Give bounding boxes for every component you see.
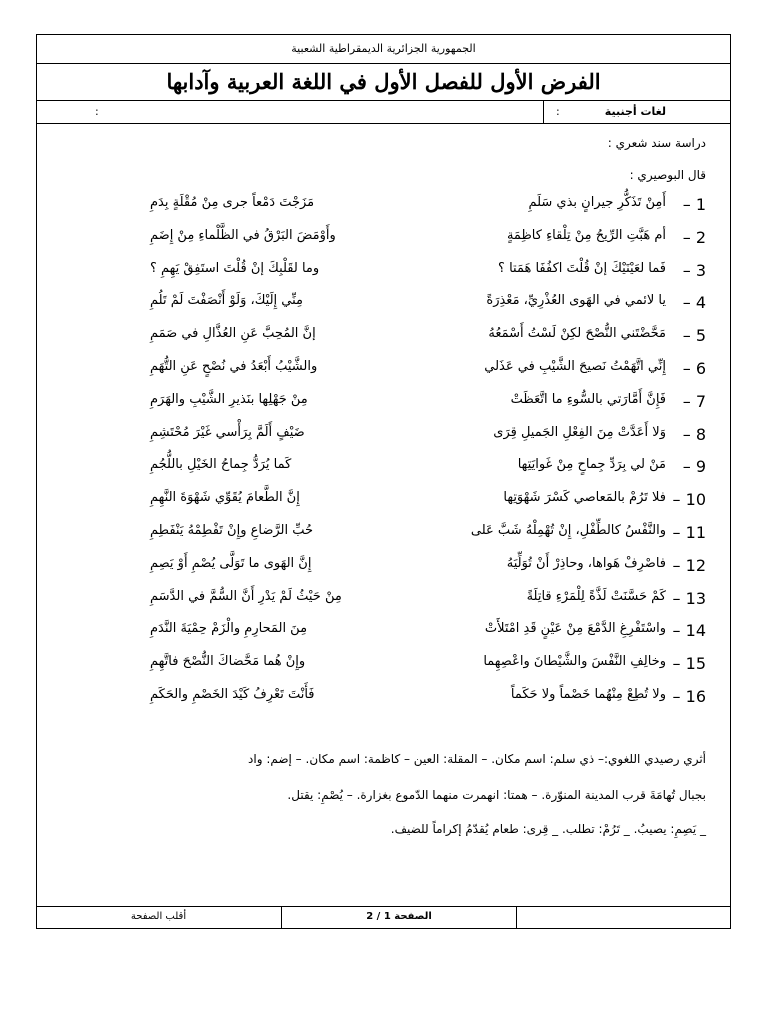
verse-first-hemistich: أَمِنْ تَذَكُّرِ جيرانٍ بذي سَلَمِ bbox=[528, 195, 666, 210]
verse-number: 15 – bbox=[672, 654, 706, 674]
verse-first-hemistich: مَحَّضْتَني النُّصْحَ لكِنْ لَسْتُ أَسْمَعُهُ bbox=[488, 326, 666, 342]
verse-number: 7 – bbox=[682, 391, 706, 411]
verse-first-hemistich: وَلا أَعَدَّتْ مِنَ الفِعْلِ الجَميلِ قِرَى bbox=[493, 424, 666, 440]
verse-number: 12 – bbox=[672, 555, 706, 575]
verse-first-hemistich: ولا تُطِعْ مِنْهُما خَصْماً ولا حَكَماً bbox=[510, 687, 666, 702]
verse-first-hemistich: واسْتَفْرِغِ الدَّمْعَ مِنْ عَيْنٍ قَدِ امْتَلأَتْ bbox=[484, 621, 666, 637]
verse-row bbox=[150, 293, 706, 325]
verse-second-hemistich: مِنِّي إِلَيْكَ، وَلَوْ أَنْصَفْتَ لَمْ تَلُمِ bbox=[150, 293, 304, 309]
verse-first-hemistich: مَنْ لي بِرَدِّ جِماحٍ مِنْ غَوايَتِها bbox=[517, 457, 666, 473]
verse-number: 13 – bbox=[672, 588, 706, 608]
stream-colon: : bbox=[556, 105, 560, 118]
verse-number: 8 – bbox=[682, 424, 706, 444]
verse-second-hemistich: ضَيْفٍ أَلَمَّ بِرَأْسي غَيْرَ مُحْتَشِمِ bbox=[150, 424, 305, 440]
verse-row bbox=[150, 195, 706, 227]
verse-second-hemistich: وأَوْمَضَ البَرْقُ في الظَّلْماءِ مِنْ إِضَمِ bbox=[150, 227, 336, 243]
poet-intro: قال البوصيري : bbox=[629, 168, 706, 182]
verse-row bbox=[150, 326, 706, 358]
verse-row bbox=[150, 392, 706, 424]
verse-number: 5 – bbox=[682, 326, 706, 346]
verse-first-hemistich: أم هَبَّتِ الرِّيحُ مِنْ تِلْقاءِ كاظِمَةٍ bbox=[506, 227, 666, 243]
verse-number: 3 – bbox=[682, 260, 706, 280]
verse-first-hemistich: يا لائمي في الهَوى العُذْرِيِّ، مَعْذِرَةً bbox=[486, 293, 666, 309]
verse-number: 9 – bbox=[682, 457, 706, 477]
verse-first-hemistich: فاصْرِفْ هَواها، وحاذِرْ أَنْ تُوَلِّيَهُ bbox=[506, 555, 666, 571]
republic-header: الجمهورية الجزائرية الديمقراطية الشعبية bbox=[37, 35, 730, 64]
verse-row bbox=[150, 687, 706, 719]
page-number: الصفحة 1 / 2 bbox=[281, 907, 516, 929]
verse-second-hemistich: فَأَنْتَ تَعْرِفُ كَيْدَ الخَصْمِ والحَكَمِ bbox=[150, 687, 315, 702]
glossary-line-1: أثري رصيدي اللغوي:– ذي سلم: اسم مكان. – المقلة: العين – كاظمة: اسم مكان. – إضم: واد bbox=[248, 752, 706, 766]
verse-second-hemistich: إنَّ المُحِبَّ عَنِ العُذَّالِ في صَمَمِ bbox=[150, 326, 316, 342]
verse-first-hemistich: فَما لعَيْنَيْكَ إنْ قُلْتَ اكفُفَا هَمَتا ؟ bbox=[498, 260, 666, 276]
verse-second-hemistich: مِنَ المَحارِمِ والْزَمْ حِمْيَةَ النَّدَمِ bbox=[150, 621, 308, 637]
verse-first-hemistich: فلا تَرُمْ بالمَعاصي كَسْرَ شَهْوَتِها bbox=[503, 490, 666, 506]
verse-row bbox=[150, 359, 706, 391]
verse-second-hemistich: مِنْ حَيْثُ لَمْ يَدْرِ أَنَّ السُّمَّ في الدَّسَمِ bbox=[150, 588, 342, 604]
verse-row bbox=[150, 228, 706, 260]
turn-page-note[interactable]: أقلب الصفحة bbox=[130, 911, 187, 922]
stream-cell bbox=[543, 101, 730, 123]
verse-row bbox=[150, 556, 706, 588]
verse-second-hemistich: إِنَّ الهَوى ما تَوَلَّى يُصْمِ أَوْ يَصِمِ bbox=[150, 555, 312, 571]
verse-row bbox=[150, 621, 706, 653]
verse-row bbox=[150, 457, 706, 489]
verse-second-hemistich: إِنَّ الطَّعامَ يُقَوِّي شَهْوَةَ النَّهِمِ bbox=[150, 490, 300, 506]
verse-number: 11 – bbox=[672, 523, 706, 542]
verse-second-hemistich: والشَّيْبُ أَبْعَدُ في نُصْحٍ عَنِ التُّهَمِ bbox=[150, 359, 318, 374]
verse-first-hemistich: إِنِّي اتَّهَمْتُ نَصيحَ الشَّيْبِ في عَذَلي bbox=[484, 359, 666, 374]
page-footer bbox=[36, 906, 731, 929]
verse-row bbox=[150, 589, 706, 621]
verse-number: 16 – bbox=[672, 687, 706, 706]
stream-row bbox=[37, 101, 730, 124]
verse-row bbox=[150, 490, 706, 522]
verse-second-hemistich: وإِنْ هُما مَحَّضاكَ النُّصْحَ فاتَّهِمِ bbox=[150, 654, 306, 670]
verse-first-hemistich: وخالِفِ النَّفْسَ والشَّيْطانَ واعْصِهِما bbox=[483, 654, 666, 670]
blank-colon: : bbox=[95, 105, 99, 118]
stream-label: لغات أجنبية bbox=[604, 105, 666, 118]
verse-row bbox=[150, 654, 706, 686]
verse-number: 10 – bbox=[672, 490, 706, 510]
study-heading: دراسة سند شعري : bbox=[607, 136, 706, 150]
verse-second-hemistich: مَزَجْتَ دَمْعاً جرى مِنْ مُقْلَةٍ بِدَمِ bbox=[150, 195, 315, 210]
verse-number: 14 – bbox=[672, 621, 706, 641]
verse-row bbox=[150, 261, 706, 293]
verse-second-hemistich: حُبِّ الرَّضاعِ وإِنْ تَفْطِمْهُ يَنْفَطِمِ bbox=[150, 523, 314, 538]
footer-blank-right bbox=[516, 907, 731, 929]
verse-first-hemistich: والنَّفْسُ كالطِّفْلِ، إِنْ تُهْمِلْهُ شَبَّ عَلى bbox=[470, 523, 666, 538]
verse-second-hemistich: مِنْ جَهْلِها بنَذيرِ الشَّيْبِ والهَرَمِ bbox=[150, 391, 308, 407]
page-title: الفرض الأول للفصل الأول في اللغة العربية وآدابها bbox=[37, 64, 730, 101]
verse-row bbox=[150, 425, 706, 457]
glossary-line-3: _ يَصِمِ: يصيبُ. _ تَرُمْ: تطلب. _ قِرى: طعام يُقدّمُ إكراماً للضيف. bbox=[390, 822, 706, 836]
verse-number: 1 – bbox=[682, 195, 706, 214]
verse-number: 2 – bbox=[682, 227, 706, 247]
verse-number: 6 – bbox=[682, 359, 706, 378]
verse-first-hemistich: كَمْ حَسَّنَتْ لَذَّةً لِلْمَرْءِ قاتِلَةً bbox=[526, 588, 666, 604]
verse-second-hemistich: وما لقَلْبِكَ إنْ قُلْتَ استَفِقْ يَهِمِ ؟ bbox=[150, 260, 320, 276]
verse-second-hemistich: كَما يُرَدُّ جِماحُ الخَيْلِ باللُّجُمِ bbox=[150, 457, 292, 473]
glossary-line-2: بجبال تُهامَةَ قرب المدينة المنوّرة. – همتا: انهمرت منهما الدّموع بغزارة. – يُصْمِ: يقتل. bbox=[287, 788, 706, 802]
verse-number: 4 – bbox=[682, 293, 706, 313]
verse-first-hemistich: فَإِنَّ أَمَّارَتي بالسُّوءِ ما اتَّعَظَتْ bbox=[510, 391, 666, 407]
verse-row bbox=[150, 523, 706, 555]
